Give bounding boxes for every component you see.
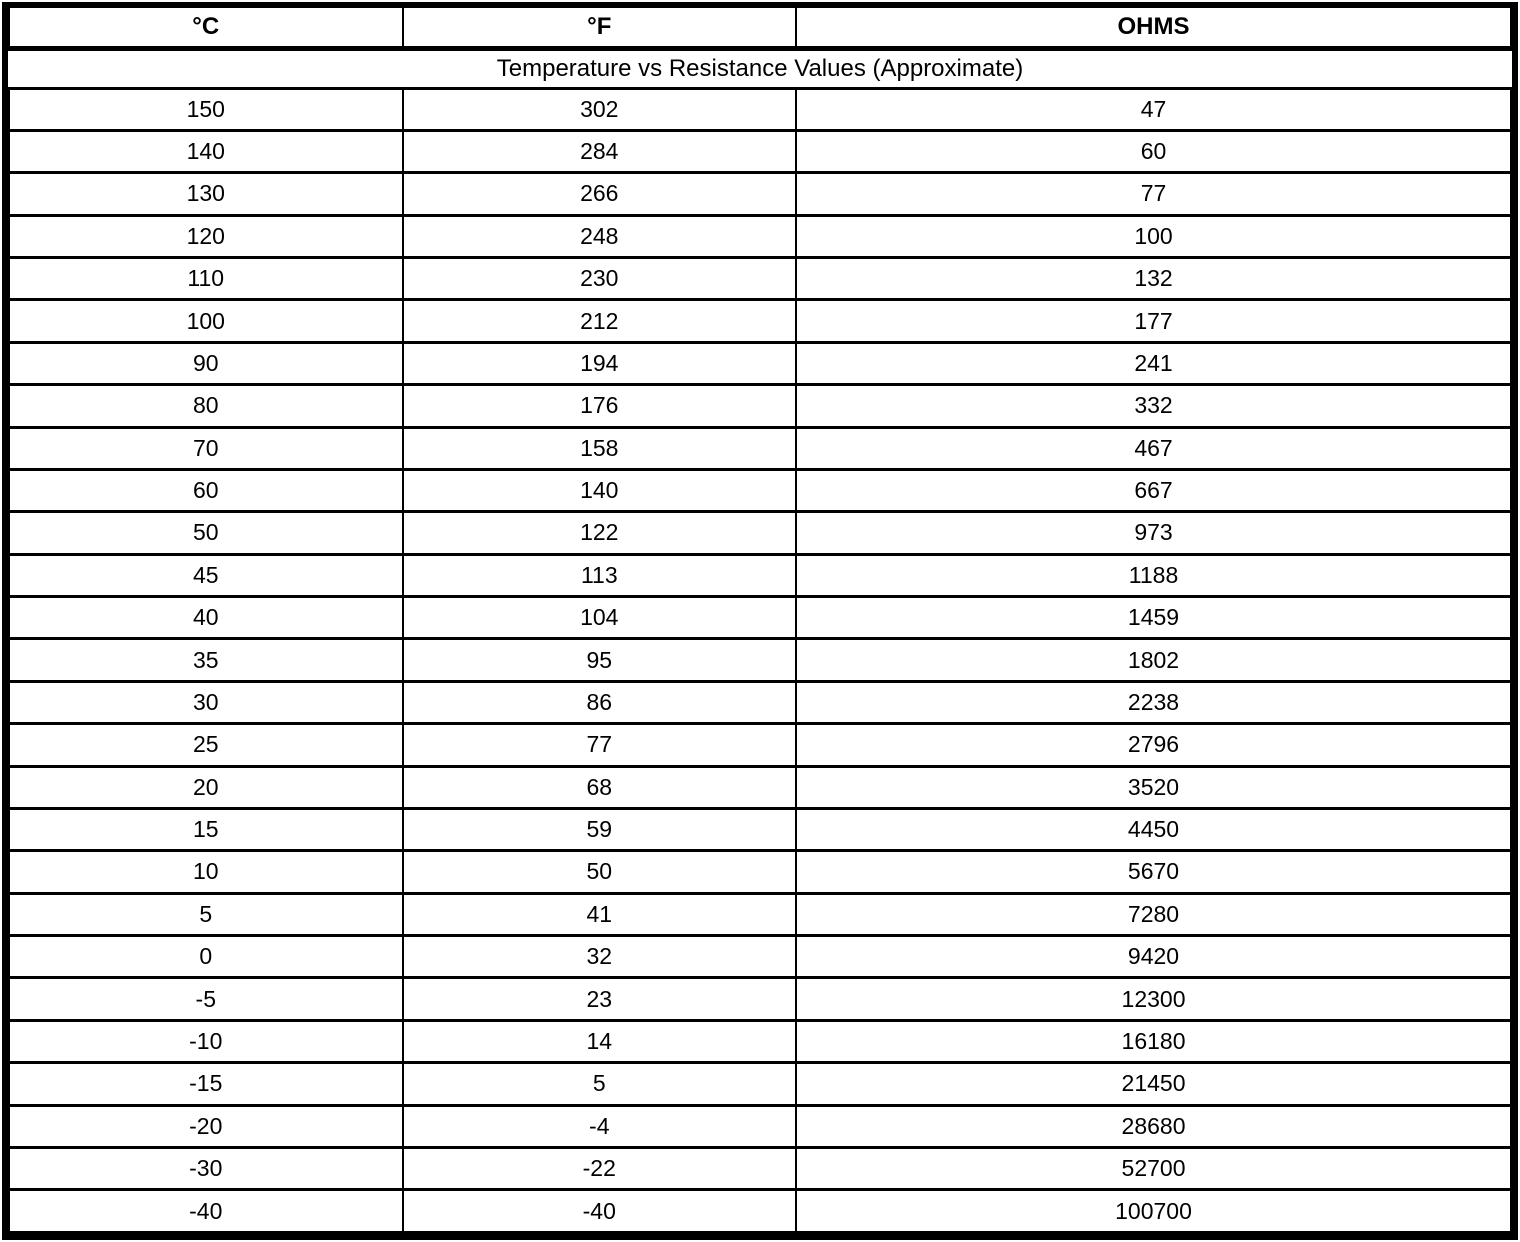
celsius-cell: 50 bbox=[9, 512, 403, 554]
fahrenheit-cell: 86 bbox=[403, 681, 797, 723]
fahrenheit-cell: 158 bbox=[403, 427, 797, 469]
ohms-cell: 12300 bbox=[796, 978, 1511, 1020]
table-row bbox=[9, 258, 1511, 300]
fahrenheit-cell: 104 bbox=[403, 597, 797, 639]
table-row bbox=[9, 724, 1511, 766]
header-row bbox=[9, 8, 1511, 48]
temperature-resistance-table bbox=[8, 8, 1512, 1234]
celsius-cell: 60 bbox=[9, 469, 403, 511]
fahrenheit-cell: -40 bbox=[403, 1190, 797, 1233]
celsius-cell: 25 bbox=[9, 724, 403, 766]
fahrenheit-cell: 41 bbox=[403, 893, 797, 935]
ohms-cell: 177 bbox=[796, 300, 1511, 342]
table-row bbox=[9, 130, 1511, 172]
celsius-cell: -40 bbox=[9, 1190, 403, 1233]
ohms-cell: 332 bbox=[796, 385, 1511, 427]
fahrenheit-cell: -22 bbox=[403, 1147, 797, 1189]
ohms-cell: 28680 bbox=[796, 1105, 1511, 1147]
fahrenheit-cell: 140 bbox=[403, 469, 797, 511]
celsius-cell: -5 bbox=[9, 978, 403, 1020]
celsius-cell: -30 bbox=[9, 1147, 403, 1189]
celsius-cell: -20 bbox=[9, 1105, 403, 1147]
header-fahrenheit: °F bbox=[403, 8, 797, 48]
celsius-cell: 80 bbox=[9, 385, 403, 427]
celsius-cell: 70 bbox=[9, 427, 403, 469]
table-row bbox=[9, 1147, 1511, 1189]
celsius-cell: 90 bbox=[9, 342, 403, 384]
table-row bbox=[9, 978, 1511, 1020]
table-body bbox=[9, 8, 1511, 1233]
celsius-cell: 30 bbox=[9, 681, 403, 723]
ohms-cell: 973 bbox=[796, 512, 1511, 554]
ohms-cell: 132 bbox=[796, 258, 1511, 300]
celsius-cell: 15 bbox=[9, 808, 403, 850]
ohms-cell: 52700 bbox=[796, 1147, 1511, 1189]
ohms-cell: 100700 bbox=[796, 1190, 1511, 1233]
table-row bbox=[9, 766, 1511, 808]
table-row bbox=[9, 469, 1511, 511]
fahrenheit-cell: 23 bbox=[403, 978, 797, 1020]
ohms-cell: 21450 bbox=[796, 1063, 1511, 1105]
celsius-cell: -10 bbox=[9, 1020, 403, 1062]
celsius-cell: -15 bbox=[9, 1063, 403, 1105]
table-row bbox=[9, 597, 1511, 639]
ohms-cell: 7280 bbox=[796, 893, 1511, 935]
fahrenheit-cell: 176 bbox=[403, 385, 797, 427]
fahrenheit-cell: 284 bbox=[403, 130, 797, 172]
table-frame bbox=[2, 2, 1518, 1240]
fahrenheit-cell: 14 bbox=[403, 1020, 797, 1062]
table-row bbox=[9, 554, 1511, 596]
fahrenheit-cell: 50 bbox=[403, 851, 797, 893]
fahrenheit-cell: 194 bbox=[403, 342, 797, 384]
ohms-cell: 241 bbox=[796, 342, 1511, 384]
table-row bbox=[9, 173, 1511, 215]
celsius-cell: 150 bbox=[9, 88, 403, 130]
caption-row bbox=[9, 48, 1511, 88]
table-row bbox=[9, 512, 1511, 554]
table-row bbox=[9, 385, 1511, 427]
ohms-cell: 1802 bbox=[796, 639, 1511, 681]
fahrenheit-cell: 266 bbox=[403, 173, 797, 215]
ohms-cell: 16180 bbox=[796, 1020, 1511, 1062]
fahrenheit-cell: 230 bbox=[403, 258, 797, 300]
ohms-cell: 667 bbox=[796, 469, 1511, 511]
fahrenheit-cell: 248 bbox=[403, 215, 797, 257]
fahrenheit-cell: -4 bbox=[403, 1105, 797, 1147]
header-ohms: OHMS bbox=[796, 8, 1511, 48]
celsius-cell: 140 bbox=[9, 130, 403, 172]
table-row bbox=[9, 893, 1511, 935]
table-row bbox=[9, 300, 1511, 342]
ohms-cell: 100 bbox=[796, 215, 1511, 257]
table-row bbox=[9, 88, 1511, 130]
table-row bbox=[9, 1020, 1511, 1062]
ohms-cell: 467 bbox=[796, 427, 1511, 469]
ohms-cell: 3520 bbox=[796, 766, 1511, 808]
ohms-cell: 60 bbox=[796, 130, 1511, 172]
fahrenheit-cell: 68 bbox=[403, 766, 797, 808]
table-caption: Temperature vs Resistance Values (Approximate) bbox=[9, 48, 1511, 88]
celsius-cell: 20 bbox=[9, 766, 403, 808]
table-row bbox=[9, 1063, 1511, 1105]
table-row bbox=[9, 215, 1511, 257]
celsius-cell: 0 bbox=[9, 936, 403, 978]
table-row bbox=[9, 808, 1511, 850]
fahrenheit-cell: 302 bbox=[403, 88, 797, 130]
table-row bbox=[9, 851, 1511, 893]
fahrenheit-cell: 113 bbox=[403, 554, 797, 596]
ohms-cell: 1188 bbox=[796, 554, 1511, 596]
fahrenheit-cell: 32 bbox=[403, 936, 797, 978]
table-row bbox=[9, 342, 1511, 384]
table-row bbox=[9, 936, 1511, 978]
table-row bbox=[9, 1105, 1511, 1147]
ohms-cell: 5670 bbox=[796, 851, 1511, 893]
table-row bbox=[9, 1190, 1511, 1233]
ohms-cell: 77 bbox=[796, 173, 1511, 215]
fahrenheit-cell: 77 bbox=[403, 724, 797, 766]
header-celsius: °C bbox=[9, 8, 403, 48]
ohms-cell: 2796 bbox=[796, 724, 1511, 766]
celsius-cell: 5 bbox=[9, 893, 403, 935]
table-row bbox=[9, 427, 1511, 469]
celsius-cell: 10 bbox=[9, 851, 403, 893]
celsius-cell: 45 bbox=[9, 554, 403, 596]
table-row bbox=[9, 681, 1511, 723]
celsius-cell: 120 bbox=[9, 215, 403, 257]
celsius-cell: 130 bbox=[9, 173, 403, 215]
celsius-cell: 35 bbox=[9, 639, 403, 681]
table-row bbox=[9, 639, 1511, 681]
celsius-cell: 100 bbox=[9, 300, 403, 342]
ohms-cell: 1459 bbox=[796, 597, 1511, 639]
fahrenheit-cell: 95 bbox=[403, 639, 797, 681]
fahrenheit-cell: 122 bbox=[403, 512, 797, 554]
ohms-cell: 47 bbox=[796, 88, 1511, 130]
fahrenheit-cell: 59 bbox=[403, 808, 797, 850]
celsius-cell: 40 bbox=[9, 597, 403, 639]
ohms-cell: 9420 bbox=[796, 936, 1511, 978]
ohms-cell: 4450 bbox=[796, 808, 1511, 850]
fahrenheit-cell: 5 bbox=[403, 1063, 797, 1105]
fahrenheit-cell: 212 bbox=[403, 300, 797, 342]
celsius-cell: 110 bbox=[9, 258, 403, 300]
ohms-cell: 2238 bbox=[796, 681, 1511, 723]
